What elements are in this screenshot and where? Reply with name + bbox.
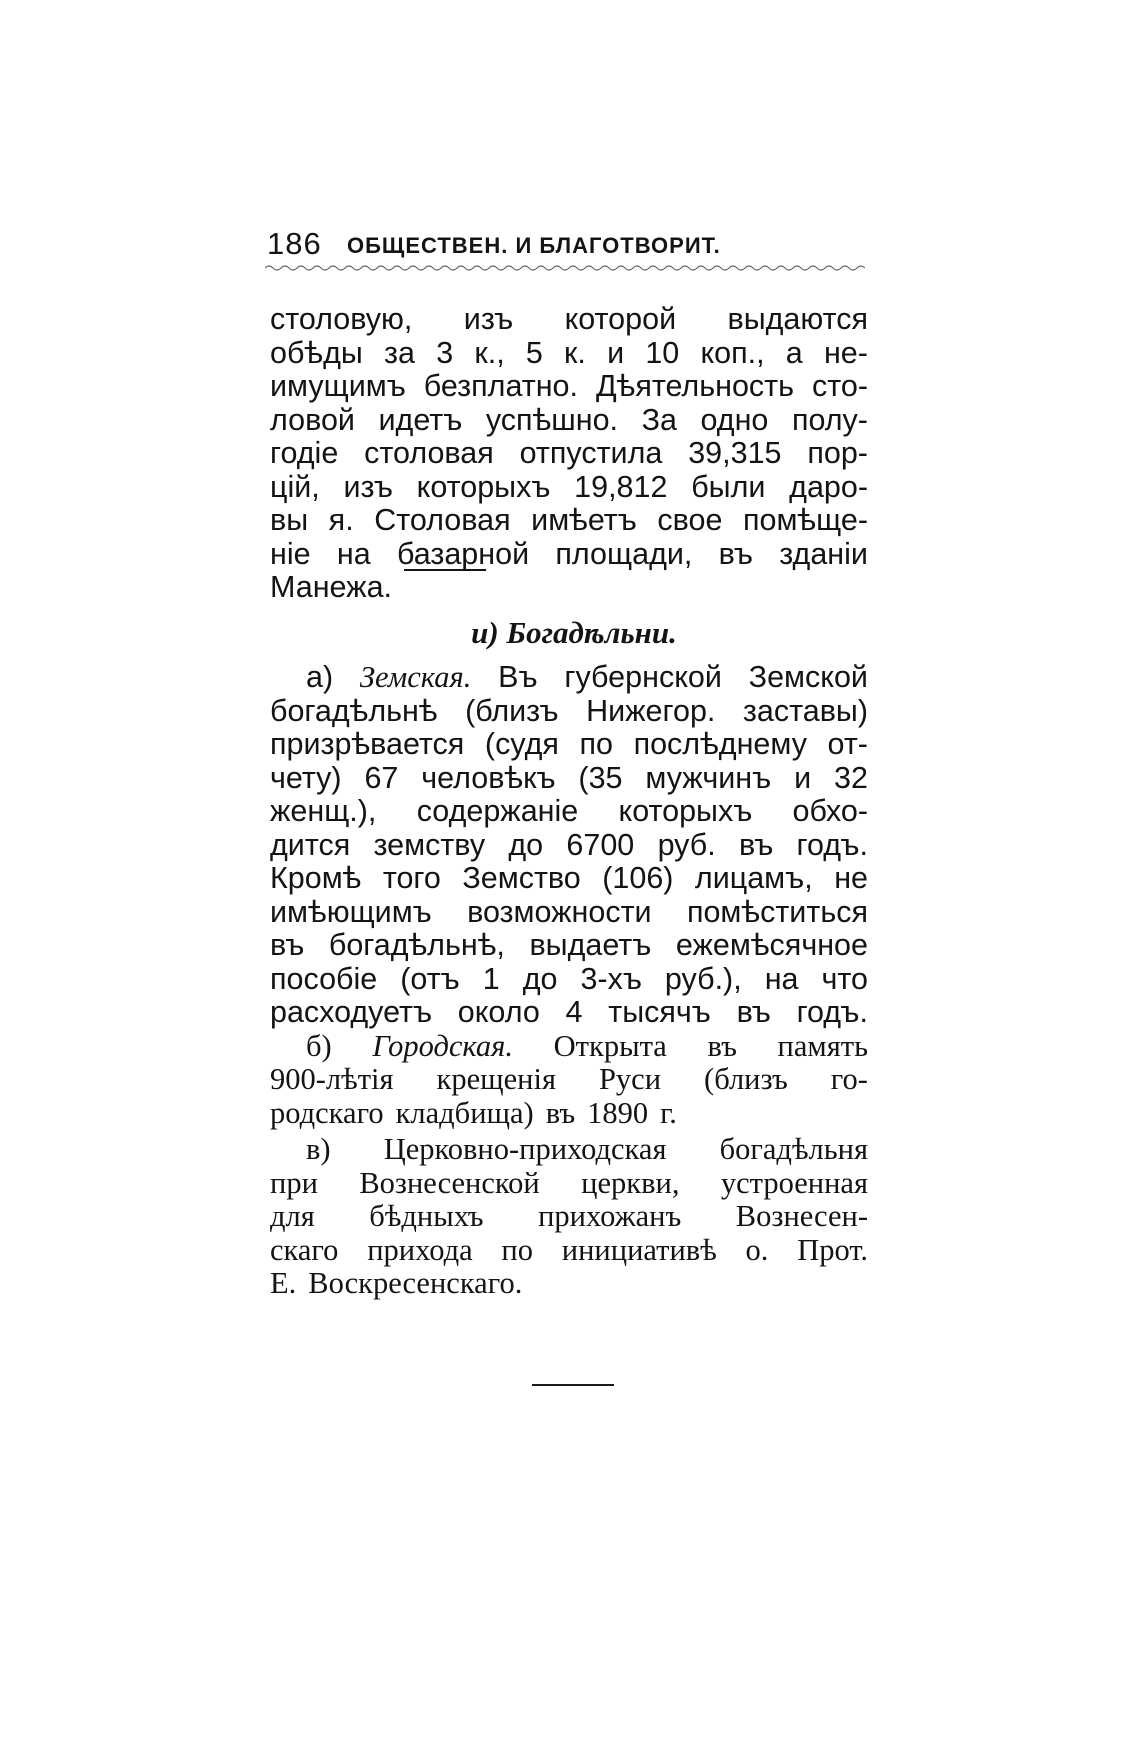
- word: (35: [578, 760, 623, 795]
- word: (близъ: [704, 1062, 788, 1096]
- word: что: [821, 961, 868, 996]
- text-line: [270, 1267, 868, 1301]
- word: за: [384, 335, 415, 370]
- word: не-: [823, 335, 868, 370]
- word: Руси: [598, 1062, 662, 1096]
- text-line: [270, 695, 868, 729]
- word: губернской: [564, 660, 722, 694]
- section-heading: и) Богадѣльни.: [471, 614, 677, 650]
- word: ловой: [270, 402, 355, 437]
- text-line: [270, 1030, 868, 1064]
- word: обѣды: [270, 335, 363, 370]
- text-line: [270, 504, 868, 538]
- word: имѣетъ: [531, 503, 637, 537]
- word: богадѣльня: [719, 1132, 868, 1166]
- word: коп.,: [700, 335, 765, 370]
- item-title: Городская.: [372, 1028, 513, 1063]
- word: до: [508, 827, 544, 862]
- text-line: [270, 471, 868, 505]
- word: устроенная: [720, 1165, 868, 1200]
- word: 39,315: [688, 436, 782, 470]
- word: Вознесенской: [359, 1165, 540, 1200]
- paragraph-gorodskaya: [270, 1063, 868, 1097]
- text-line: [270, 538, 868, 572]
- word: въ: [739, 827, 774, 862]
- word: инициативѣ: [561, 1232, 717, 1267]
- word: (близъ: [465, 693, 559, 728]
- word: скаго: [270, 1232, 339, 1267]
- word: отпустила: [519, 436, 663, 470]
- word: церкви,: [581, 1165, 680, 1200]
- text-line: [270, 996, 868, 1030]
- text-line: [270, 896, 868, 930]
- word: богадѣльнѣ: [270, 693, 438, 728]
- word: пособіе: [270, 961, 378, 996]
- word: ежемѣсячное: [675, 928, 868, 962]
- word: и: [794, 760, 812, 795]
- word: я.: [328, 503, 354, 537]
- text-line: [270, 1234, 868, 1268]
- word: Воскресенскаго.: [308, 1266, 523, 1300]
- word: 10: [645, 335, 680, 370]
- word: были: [691, 469, 766, 504]
- word: въ: [718, 536, 753, 571]
- word: годъ.: [796, 995, 868, 1029]
- text-line: [270, 303, 868, 337]
- paragraph-stolovaya: [270, 303, 868, 571]
- text-line: [270, 728, 868, 762]
- word: свое: [657, 503, 723, 537]
- word: ніе: [270, 536, 311, 571]
- word: успѣшно.: [485, 402, 619, 437]
- word: содержаніе: [416, 794, 579, 828]
- word: (106): [602, 861, 674, 895]
- word: 32: [834, 760, 868, 795]
- word: на: [764, 961, 799, 996]
- word: (отъ: [400, 961, 460, 996]
- word: которой: [564, 302, 677, 336]
- word: прихожанъ: [538, 1199, 682, 1233]
- text-line: [270, 404, 868, 438]
- word: женщ.),: [270, 794, 377, 828]
- word: сто-: [811, 369, 868, 403]
- word: имѣющимъ: [270, 894, 432, 929]
- word: послѣднему: [633, 727, 807, 761]
- word: въ: [707, 1028, 737, 1063]
- word: 900-лѣтія: [270, 1062, 394, 1096]
- word: дится: [270, 827, 351, 862]
- word: го-: [830, 1062, 868, 1096]
- word: Въ: [498, 660, 538, 694]
- word: Е.: [270, 1266, 297, 1300]
- word: зданіи: [779, 536, 868, 571]
- text-line: [270, 1133, 868, 1167]
- word: (судя: [484, 727, 559, 761]
- word: Дѣятельность: [595, 369, 795, 403]
- word: въ: [545, 1095, 576, 1130]
- word: даро-: [789, 469, 868, 504]
- text-line: [270, 337, 868, 371]
- page-number: 186: [267, 226, 322, 261]
- paragraph-zemskaya: [270, 695, 868, 1030]
- word: г.: [660, 1095, 677, 1130]
- word: имущимъ: [270, 369, 406, 403]
- word: Открыта: [553, 1028, 667, 1063]
- text-line: [270, 795, 868, 829]
- word: к.,: [474, 335, 505, 370]
- word: 1890: [587, 1095, 649, 1130]
- word: выдаются: [727, 302, 868, 336]
- word: которыхъ: [618, 794, 753, 828]
- paragraph-tserkovnaya: [270, 1167, 868, 1268]
- word: 67: [364, 760, 399, 795]
- word: помѣститься: [686, 894, 868, 929]
- end-rule: [532, 1384, 614, 1386]
- text-line: [270, 370, 868, 404]
- word: годъ.: [796, 827, 868, 862]
- word: 3-хъ: [580, 961, 642, 996]
- word: до: [522, 961, 558, 996]
- word: руб.: [657, 827, 716, 862]
- word: которыхъ: [416, 469, 551, 504]
- word: одно: [700, 402, 769, 437]
- word: расходуетъ: [270, 995, 433, 1029]
- text-line: [270, 1097, 868, 1131]
- word: от-: [827, 727, 868, 761]
- word: прихода: [367, 1232, 473, 1267]
- word: въ: [736, 995, 771, 1029]
- item-marker: а): [306, 660, 334, 694]
- word: человѣкъ: [421, 760, 556, 795]
- text-line: [270, 862, 868, 896]
- text-line: [270, 1200, 868, 1234]
- word: Кромѣ: [270, 861, 362, 895]
- word: заставы): [742, 693, 868, 728]
- word: Столовая: [374, 503, 511, 537]
- text-line: [270, 963, 868, 997]
- text-line: [270, 829, 868, 863]
- word: земству: [373, 827, 486, 862]
- item-marker: б): [306, 1028, 332, 1063]
- text-line: [270, 929, 868, 963]
- body-text: [270, 303, 868, 1301]
- word: о.: [745, 1232, 769, 1267]
- running-title: ОБЩЕСТВЕН. И БЛАГОТВОРИТ.: [347, 233, 721, 258]
- word: цій,: [270, 469, 320, 504]
- word: Нижегор.: [586, 693, 716, 728]
- word: полу-: [791, 402, 868, 437]
- word: Манежа.: [270, 570, 393, 604]
- word: не: [834, 861, 868, 895]
- word: призрѣвается: [270, 727, 465, 761]
- word: годіе: [270, 436, 339, 470]
- word: к.: [564, 335, 586, 370]
- word: по: [501, 1232, 533, 1267]
- word: Земской: [748, 660, 868, 694]
- item-marker: в): [306, 1132, 331, 1166]
- word: Вознесен-: [735, 1199, 868, 1233]
- word: Церковно-приходская: [383, 1132, 667, 1166]
- word: родскаго: [270, 1095, 384, 1130]
- word: возможности: [467, 894, 652, 929]
- word: кладбища): [395, 1095, 534, 1130]
- word: 4: [565, 995, 583, 1029]
- word: 5: [525, 335, 543, 370]
- text-line: [270, 571, 868, 605]
- word: 3: [436, 335, 454, 370]
- word: выдаетъ: [529, 928, 652, 962]
- word: Прот.: [797, 1232, 868, 1267]
- word: изъ: [463, 302, 514, 336]
- word: За: [641, 402, 677, 437]
- word: пор-: [807, 436, 868, 470]
- word: около: [457, 995, 540, 1029]
- item-title: Земская.: [359, 660, 472, 694]
- text-line: [270, 661, 868, 695]
- word: въ: [270, 928, 305, 962]
- word: обхо-: [792, 794, 868, 828]
- section-end-dash: [404, 569, 486, 603]
- word: а: [785, 335, 803, 370]
- word: лицамъ,: [694, 861, 813, 895]
- word: безплатно.: [423, 369, 578, 403]
- word: по: [579, 727, 613, 761]
- word: помѣще-: [742, 503, 868, 537]
- word: 19,812: [574, 469, 668, 504]
- word: вы: [270, 503, 309, 537]
- word: чету): [270, 760, 342, 795]
- word: мужчинъ: [645, 760, 772, 795]
- word: бѣдныхъ: [369, 1199, 484, 1233]
- word: память: [777, 1028, 868, 1063]
- word: базарной: [396, 536, 530, 571]
- text-line: [270, 1063, 868, 1097]
- word: столовая: [364, 436, 494, 470]
- word: для: [270, 1199, 315, 1233]
- word: того: [382, 861, 441, 895]
- text-line: [270, 437, 868, 471]
- word: крещенія: [436, 1062, 556, 1096]
- word: столовую,: [270, 302, 413, 336]
- word: руб.),: [664, 961, 742, 996]
- word: при: [270, 1165, 318, 1200]
- text-line: [270, 1167, 868, 1201]
- word: площади,: [555, 536, 693, 571]
- word: Земство: [462, 861, 581, 895]
- word: идетъ: [378, 402, 463, 437]
- word: богадѣльнѣ,: [328, 928, 505, 962]
- word: и: [607, 335, 625, 370]
- word: тысячъ: [608, 995, 711, 1029]
- word: 6700: [566, 827, 635, 862]
- word: на: [336, 536, 371, 571]
- word: 1: [482, 961, 500, 996]
- word: изъ: [343, 469, 393, 504]
- header-wavy-rule: [265, 262, 865, 276]
- text-line: [270, 762, 868, 796]
